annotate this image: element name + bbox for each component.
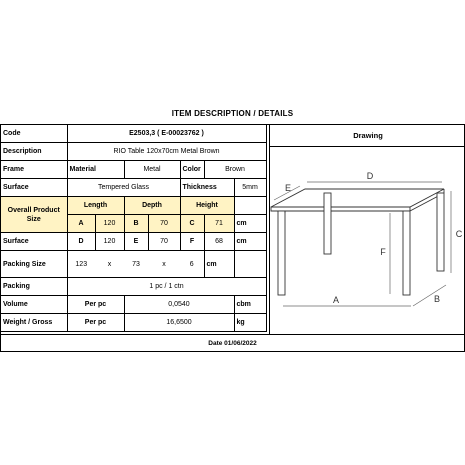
packing-size-x1: x (107, 260, 112, 268)
table-drawing (270, 147, 465, 333)
surface-size-row (1, 233, 266, 251)
surface-f-value: 68 (204, 233, 234, 251)
overall-size-label: Overall Product Size (1, 197, 67, 233)
dim-a-letter: A (67, 215, 95, 233)
depth-value: 70 (148, 215, 180, 233)
dim-b-line (413, 285, 446, 306)
description-row (1, 143, 266, 161)
footer-date: Date 01/06/2022 (1, 334, 464, 352)
height-header: Height (180, 197, 234, 215)
packing-row (1, 278, 266, 296)
surface-size-label: Surface (1, 233, 67, 251)
frame-row (1, 161, 266, 179)
surface-label: Surface (1, 179, 67, 197)
color-value: Brown (204, 161, 266, 179)
weight-per: Per pc (67, 314, 124, 332)
spec-sheet (0, 124, 465, 352)
thickness-label: Thickness (180, 179, 234, 197)
depth-header: Depth (124, 197, 180, 215)
leg-front-right (403, 211, 410, 295)
weight-label: Weight / Gross (1, 314, 67, 332)
spec-table (1, 125, 267, 332)
surface-material-row (1, 179, 266, 197)
volume-per: Per pc (67, 296, 124, 314)
label-d: D (366, 171, 374, 181)
frame-label: Frame (1, 161, 67, 179)
dim-f-letter: F (180, 233, 204, 251)
drawing-title: Drawing (270, 125, 465, 147)
length-value: 120 (95, 215, 124, 233)
size-header-row (1, 197, 266, 215)
dim-c-letter: C (180, 215, 204, 233)
length-header: Length (67, 197, 124, 215)
overall-size-unit: cm (234, 215, 266, 233)
height-value: 71 (204, 215, 234, 233)
dim-b-letter: B (124, 215, 148, 233)
packing-size-row (1, 251, 266, 278)
dim-d-letter: D (67, 233, 95, 251)
packing-size-unit: cm (204, 251, 234, 278)
label-c: C (455, 229, 463, 239)
color-label: Color (180, 161, 204, 179)
volume-unit: cbm (234, 296, 266, 314)
surface-d-value: 120 (95, 233, 124, 251)
code-label: Code (1, 125, 67, 143)
size-header-blank (234, 197, 266, 215)
weight-unit: kg (234, 314, 266, 332)
label-f: F (380, 247, 386, 257)
packing-size-label: Packing Size (1, 251, 67, 278)
material-label: Material (67, 161, 124, 179)
code-value: E2503,3 ( E-00023762 ) (67, 125, 266, 143)
thickness-value: 5mm (234, 179, 266, 197)
page-title: ITEM DESCRIPTION / DETAILS (171, 109, 294, 118)
label-a: A (332, 295, 340, 305)
description-label: Description (1, 143, 67, 161)
packing-size-x2: x (162, 260, 166, 268)
volume-label: Volume (1, 296, 67, 314)
dim-e-letter: E (124, 233, 148, 251)
leg-back-right (437, 193, 444, 271)
packing-size-v1: 123 (67, 251, 95, 278)
label-e: E (284, 183, 292, 193)
code-row (1, 125, 266, 143)
description-value: RIO Table 120x70cm Metal Brown (67, 143, 266, 161)
volume-value: 0,0540 (124, 296, 234, 314)
leg-back-left (324, 193, 331, 254)
packing-label: Packing (1, 278, 67, 296)
surface-e-value: 70 (148, 233, 180, 251)
surface-value: Tempered Glass (67, 179, 180, 197)
weight-value: 16,6500 (124, 314, 234, 332)
tabletop-outline (271, 189, 444, 207)
volume-row (1, 296, 266, 314)
packing-size-v2: 73 (132, 260, 140, 268)
weight-row (1, 314, 266, 332)
leg-front-left (278, 211, 285, 295)
tabletop-edge (271, 207, 410, 211)
label-b: B (433, 294, 441, 304)
surface-size-unit: cm (234, 233, 266, 251)
material-value: Metal (124, 161, 180, 179)
packing-value: 1 pc / 1 ctn (67, 278, 266, 296)
drawing-panel (269, 125, 465, 334)
packing-size-v3: 6 (180, 251, 204, 278)
packing-size-blank (234, 251, 266, 278)
